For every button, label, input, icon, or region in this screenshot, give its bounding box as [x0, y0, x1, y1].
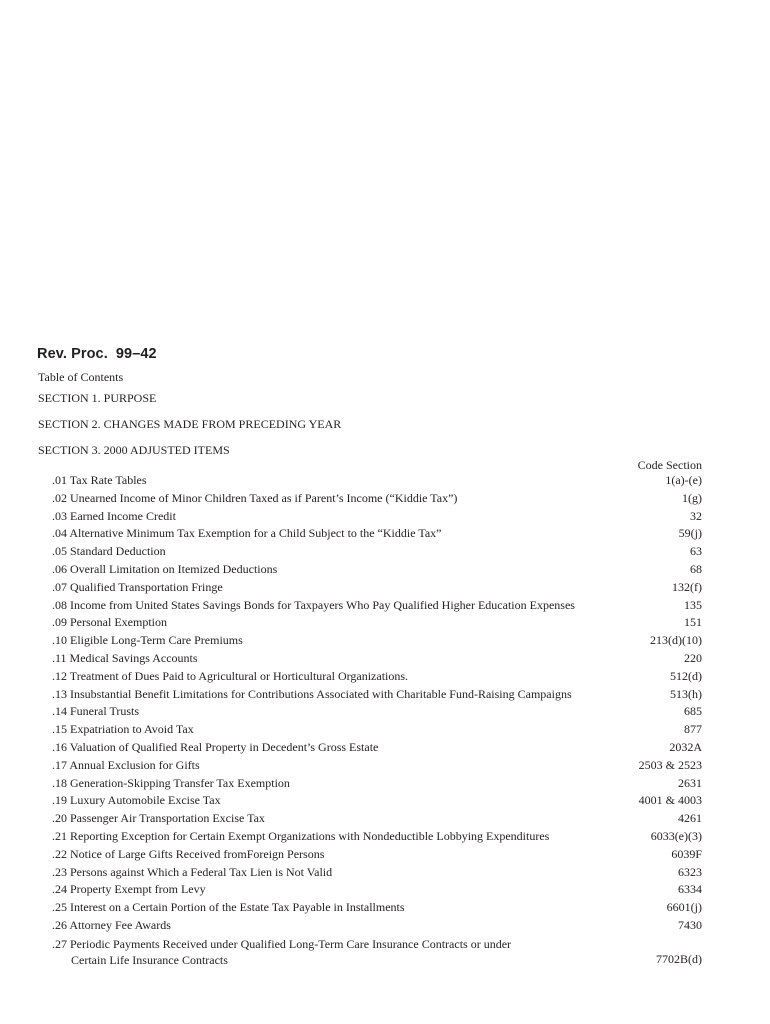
item-label: .17 Annual Exclusion for Gifts — [52, 757, 200, 772]
item-code-section: 4001 & 4003 — [638, 793, 702, 808]
title-number: 99–42 — [115, 346, 157, 362]
item-code-section: 213(d)(10) — [650, 633, 702, 648]
item-code-section: 220 — [684, 650, 702, 665]
contents-item — [52, 935, 702, 969]
item-label: .22 Notice of Large Gifts Received fromForeign Persons — [52, 846, 325, 861]
item-code-section: 6039F — [671, 846, 702, 861]
contents-item — [52, 792, 702, 810]
contents-item — [52, 864, 702, 882]
item-label: .01 Tax Rate Tables — [52, 473, 147, 487]
item-label: .09 Personal Exemption — [52, 615, 167, 630]
item-code-section: 2032A — [669, 739, 702, 754]
item-code-section: 6323 — [678, 864, 702, 879]
item-label: .02 Unearned Income of Minor Children Taxed as if Parent’s Income (“Kiddie Tax”) — [52, 490, 458, 505]
contents-item — [52, 650, 702, 668]
item-code-section: 68 — [690, 561, 702, 576]
contents-item — [52, 721, 702, 739]
item-label: .06 Overall Limitation on Itemized Deductions — [52, 561, 278, 576]
item-code-section: 6334 — [678, 882, 702, 897]
item-label: .12 Treatment of Dues Paid to Agricultural or Horticultural Organizations. — [52, 668, 409, 683]
contents-item — [52, 525, 702, 543]
item-label: .04 Alternative Minimum Tax Exemption for a Child Subject to the “Kiddie Tax” — [52, 526, 442, 541]
item-label: .13 Insubstantial Benefit Limitations for Contributions Associated with Charitable Fund-Raising Campaigns — [52, 686, 572, 701]
contents-item — [52, 668, 702, 686]
item-code-section: 63 — [690, 544, 702, 559]
item-code-section: 685 — [684, 704, 702, 719]
contents-item — [52, 686, 702, 704]
contents-item — [52, 828, 702, 846]
contents-item — [52, 508, 702, 526]
title-prefix: Rev. Proc. — [37, 346, 108, 362]
item-code-section: 7702B(d) — [656, 951, 702, 966]
item-code-section: 32 — [690, 508, 702, 523]
contents-item — [52, 490, 702, 508]
contents-item — [52, 703, 702, 721]
item-code-section: 2503 & 2523 — [638, 757, 702, 772]
item-label: .20 Passenger Air Transportation Excise Tax — [52, 811, 265, 826]
item-label: .24 Property Exempt from Levy — [52, 882, 206, 897]
item-label: .23 Persons against Which a Federal Tax Lien is Not Valid — [52, 864, 333, 879]
contents-item — [52, 881, 702, 899]
item-code-section: 877 — [684, 722, 702, 737]
contents-item — [52, 543, 702, 561]
contents-item — [52, 632, 702, 650]
contents-item — [52, 579, 702, 597]
item-label: .15 Expatriation to Avoid Tax — [52, 722, 194, 737]
item-code-section: 132(f) — [672, 579, 702, 594]
item-code-section: 6601(j) — [666, 900, 702, 915]
item-code-section: 512(d) — [670, 668, 702, 683]
contents-item — [52, 810, 702, 828]
section-3-heading: SECTION 3. 2000 ADJUSTED ITEMS — [38, 443, 230, 457]
item-code-section: 4261 — [678, 811, 702, 826]
contents-item — [52, 561, 702, 579]
item-code-section: 6033(e)(3) — [650, 828, 702, 843]
item-code-section: 59(j) — [678, 526, 702, 541]
contents-item — [52, 775, 702, 793]
item-code-section: 1(g) — [682, 490, 702, 505]
item-label: .26 Attorney Fee Awards — [52, 917, 171, 932]
item-code-section: 151 — [684, 615, 702, 630]
item-label: .08 Income from United States Savings Bonds for Taxpayers Who Pay Qualified Higher Education Expenses — [52, 597, 575, 612]
item-label: .16 Valuation of Qualified Real Property in Decedent’s Gross Estate — [52, 739, 379, 754]
item-label: .03 Earned Income Credit — [52, 508, 176, 523]
item-label: .07 Qualified Transportation Fringe — [52, 579, 223, 594]
code-section-column-header: Code Section — [637, 458, 702, 472]
item-label: .21 Reporting Exception for Certain Exempt Organizations with Nondeductible Lobbying Expenditures — [52, 828, 550, 843]
contents-item — [52, 614, 702, 632]
item-label: .11 Medical Savings Accounts — [52, 650, 198, 665]
page-title — [37, 346, 157, 362]
contents-item — [52, 597, 702, 615]
item-code-section: 7430 — [678, 917, 702, 932]
item-code-section: 513(h) — [670, 686, 702, 701]
section-2-heading: SECTION 2. CHANGES MADE FROM PRECEDING YEAR — [38, 417, 342, 431]
item-label: .25 Interest on a Certain Portion of the Estate Tax Payable in Installments — [52, 900, 405, 915]
item-code-section: 2631 — [678, 775, 702, 790]
item-label: .14 Funeral Trusts — [52, 704, 140, 719]
table-of-contents-heading: Table of Contents — [38, 370, 124, 384]
contents-list — [52, 472, 702, 969]
contents-item — [52, 757, 702, 775]
item-label-line-2: Certain Life Insurance Contracts — [71, 952, 228, 967]
item-code-section: 1(a)-(e) — [665, 473, 702, 487]
item-label — [52, 936, 511, 968]
contents-item — [52, 472, 702, 490]
item-code-section: 135 — [684, 597, 702, 612]
item-label: .05 Standard Deduction — [52, 544, 166, 559]
contents-item — [52, 899, 702, 917]
contents-item — [52, 917, 702, 935]
contents-item — [52, 846, 702, 864]
item-label: .18 Generation-Skipping Transfer Tax Exemption — [52, 775, 290, 790]
item-label: .10 Eligible Long-Term Care Premiums — [52, 633, 243, 648]
section-1-heading: SECTION 1. PURPOSE — [38, 391, 157, 405]
item-label: .19 Luxury Automobile Excise Tax — [52, 793, 221, 808]
item-label-line-1: .27 Periodic Payments Received under Qualified Long-Term Care Insurance Contracts or under — [52, 936, 512, 951]
contents-item — [52, 739, 702, 757]
